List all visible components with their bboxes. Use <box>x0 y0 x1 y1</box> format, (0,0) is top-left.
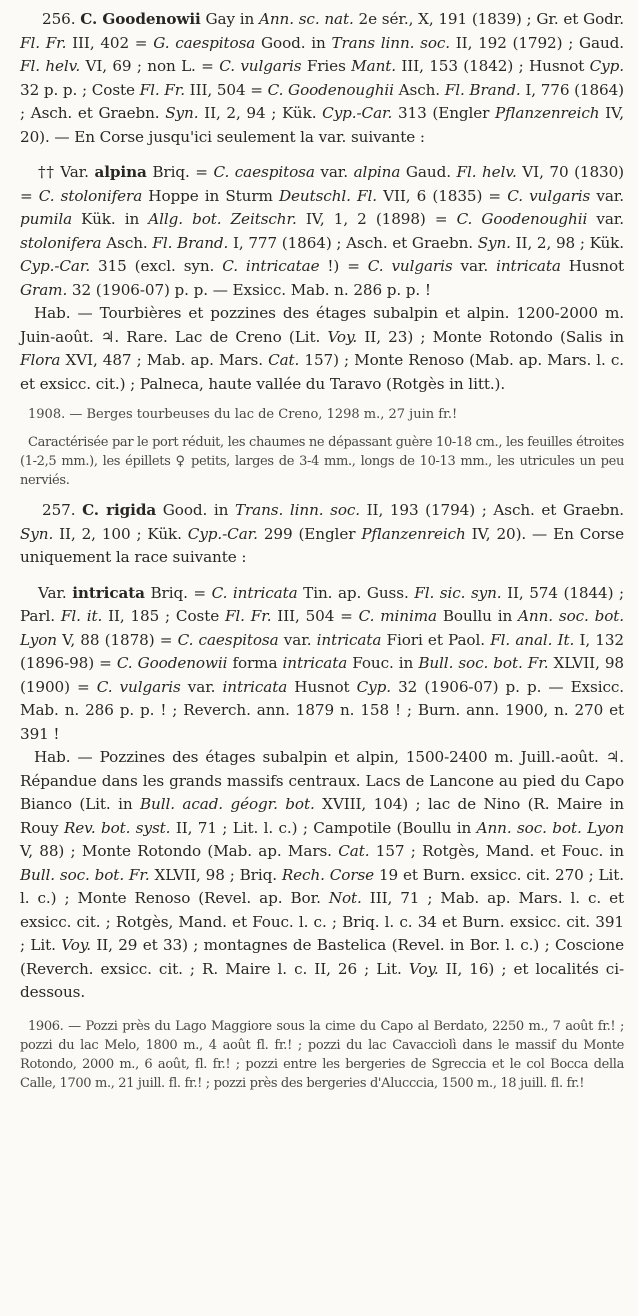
citation: intricata <box>222 677 288 696</box>
text: Good. in <box>156 501 235 519</box>
citation: Fl. helv. <box>20 57 81 75</box>
text: VI, 69 ; non L. = <box>80 57 220 75</box>
text: var. <box>314 163 354 181</box>
citation: intricata <box>496 257 561 275</box>
text: 157) ; Monte Renoso (Mab. ap. Mars. l. c. et exsicc. cit.) ; Palneca, haute vallée du Taravo (Rotgès in litt.). <box>20 351 624 393</box>
variety-name: alpina <box>94 163 147 181</box>
text: 299 (Engler <box>257 524 362 543</box>
text: Briq. = <box>146 163 214 181</box>
text: var. <box>452 257 497 275</box>
text: V, 88 (1878) = <box>56 630 178 649</box>
text: 315 (excl. syn. <box>90 257 223 275</box>
text: VI, 70 (1830) = <box>20 163 624 205</box>
citation: Ann. soc. bot. Lyon <box>20 607 625 649</box>
species-name: C. rigida <box>82 501 157 519</box>
text: var. <box>180 677 223 696</box>
citation: Bull. acad. géogr. bot. <box>139 795 315 813</box>
citation: Trans linn. soc. <box>331 33 450 52</box>
rarity-symbol: †† Var. <box>38 163 89 181</box>
text: Briq. = <box>144 583 212 602</box>
citation: Fl. Fr. <box>20 33 67 52</box>
citation: C. vulgaris <box>96 677 181 696</box>
citation: C. Goodenowii <box>116 654 228 672</box>
text: XLVII, 98 (1900) = <box>20 654 624 696</box>
citation: Cyp.-Car. <box>187 524 258 543</box>
variety-name: intricata <box>72 583 145 602</box>
citation: Gram. <box>20 280 68 299</box>
citation: Flora <box>20 351 61 369</box>
citation: Cyp. <box>589 57 625 75</box>
habitat-intricata <box>20 746 624 1005</box>
citation: Rech. Corse <box>281 865 375 884</box>
citation: Syn. <box>165 104 199 122</box>
citation: Deutschl. Fl. <box>278 186 377 205</box>
citation: Allg. bot. Zeitschr. <box>148 210 297 228</box>
text: IV, 20). — En Corse jusqu'ici seulement la var. suivante : <box>20 104 624 146</box>
text: Boullu in <box>437 607 519 625</box>
citation: Cyp.-Car. <box>20 257 91 275</box>
text: 19 et Burn. exsicc. cit. 270 ; Lit. l. c.) ; Monte Renoso (Revel. ap. Bor. <box>20 865 624 907</box>
observation-1908: 1908. — Berges tourbeuses du lac de Creno, 1298 m., 27 juin fr.! <box>28 407 458 422</box>
citation: C. Goodenoughii <box>267 80 394 99</box>
citation: Rev. bot. syst. <box>63 818 171 837</box>
citation: C. Goodenoughii <box>456 210 588 228</box>
citation: Bull. soc. bot. Fr. <box>20 865 150 884</box>
citation: Fl. Brand. <box>444 80 521 99</box>
variety-prefix: Var. <box>38 583 67 602</box>
text: Husnot <box>287 677 357 696</box>
text: I, 777 (1864) ; Asch. et Graebn. <box>228 233 478 252</box>
text: II, 71 ; Lit. l. c.) ; Campotile (Boullu in <box>170 818 477 837</box>
text: I, 776 (1864) ; Asch. et Graebn. <box>20 80 625 122</box>
entry-number: 257. <box>42 501 76 519</box>
citation: Bull. soc. bot. Fr. <box>418 654 549 672</box>
citation: Pflanzenreich <box>361 524 466 543</box>
entry-257 <box>20 499 624 570</box>
citation: Syn. <box>20 524 54 543</box>
text: Gay in <box>200 10 259 28</box>
citation: Fl. Brand. <box>152 233 229 252</box>
citation: G. caespitosa <box>153 33 256 52</box>
text: III, 71 ; Mab. ap. Mars. l. c. et exsicc. cit. ; Rotgès, Mand. et Fouc. l. c. ; Briq. l. c. 34 et Burn. exsicc. cit. 391 ; Lit. <box>20 889 624 954</box>
description-alpina: Caractérisée par le port réduit, les chaumes ne dépassant guère 10-18 cm., les feuilles étroites (1-2,5 mm.), les épillets ♀ petits, larges de 3-4 mm., longs de 10-13 mm., les utricules un peu nerviés. <box>20 435 624 488</box>
text: II, 185 ; Coste <box>102 607 225 625</box>
citation: C. caespitosa <box>213 163 315 181</box>
citation: pumila <box>20 210 73 228</box>
text: Kük. in <box>72 210 149 228</box>
species-name: C. Goodenowii <box>80 10 201 28</box>
text: Asch. <box>101 233 153 252</box>
citation: Fl. sic. syn. <box>414 583 502 602</box>
text: VII, 6 (1835) = <box>376 186 508 205</box>
citation: Voy. <box>61 936 91 954</box>
text: XLVII, 98 ; Briq. <box>149 865 282 884</box>
citation: Fl. anal. It. <box>490 630 575 649</box>
citation: stolonifera <box>20 233 102 252</box>
variety-intricata <box>20 582 624 747</box>
text: III, 504 = <box>271 607 359 625</box>
text: V, 88) ; Monte Rotondo (Mab. ap. Mars. <box>20 842 339 860</box>
text: III, 153 (1842) ; Husnot <box>396 57 590 75</box>
citation: Cyp. <box>356 677 392 696</box>
text: Asch. <box>393 80 445 99</box>
text: Fouc. in <box>347 654 419 672</box>
text: var. <box>587 210 625 228</box>
text: 313 (Engler <box>392 104 496 122</box>
text: Hab. — Tourbières et pozzines des étages subalpin et alpin. 1200-2000 m. Juin-août. ♃. Rare. Lac de Creno (Lit. <box>20 304 624 346</box>
text: II, 574 (1844) ; Parl. <box>20 583 625 625</box>
text: II, 2, 100 ; Kük. <box>53 524 188 543</box>
text: II, 2, 98 ; Kük. <box>510 233 624 252</box>
citation: Cat. <box>268 351 300 369</box>
text: Fiori et Paol. <box>381 630 491 649</box>
citation: Cat. <box>338 842 370 860</box>
entry-number: 256. <box>42 10 76 28</box>
text: II, 29 et 33) ; montagnes de Bastelica (Revel. in Bor. l. c.) ; Coscione (Reverch. exsicc. cit. ; R. Maire l. c. II, 26 ; Lit. <box>20 936 624 978</box>
citation: alpina <box>353 163 401 181</box>
text: 2e sér., X, 191 (1839) ; Gr. et Godr. <box>353 10 624 28</box>
habitat-alpina <box>20 302 624 396</box>
citation: Not. <box>328 889 362 907</box>
text: Fries <box>301 57 352 75</box>
citation: Mant. <box>351 57 396 75</box>
text: IV, 1, 2 (1898) = <box>296 210 457 228</box>
text: II, 192 (1792) ; Gaud. <box>450 33 625 52</box>
citation: Syn. <box>477 233 511 252</box>
observation-1906: 1906. — Pozzi près du Lago Maggiore sous la cime du Capo al Berdato, 2250 m., 7 août fr.! ; pozzi du lac Melo, 1800 m., 4 août fl. fr.! ; pozzi du lac Cavacciolì dans le massif du Monte Rotondo, 2000 m., 6 août, fl. fr.! ; pozzi entre les bergeries de Sgreccia et le col Bocca della Calle, 1700 m., 21 juill. fl. fr.! ; pozzi près des bergeries d'Alucccia, 1500 m., 18 juill. fl. fr.! <box>20 1018 624 1091</box>
text: forma <box>227 654 283 672</box>
citation: intricata <box>282 654 348 672</box>
text: II, 2, 94 ; Kük. <box>198 104 323 122</box>
text: !) = <box>319 257 368 275</box>
citation: C. caespitosa <box>177 630 279 649</box>
citation: C. vulgaris <box>507 186 591 205</box>
citation: Fl. it. <box>60 607 103 625</box>
citation: C. intricatae <box>222 257 320 275</box>
text: II, 23) ; Monte Rotondo (Salis in <box>357 327 624 346</box>
citation: C. minima <box>358 607 437 625</box>
text: IV, 20). — En Corse uniquement la race suivante : <box>20 524 625 566</box>
text: Husnot <box>560 257 624 275</box>
text: Good. in <box>255 33 332 52</box>
citation: Voy. <box>408 959 439 978</box>
citation: Voy. <box>327 327 358 346</box>
text: III, 402 = <box>66 33 154 52</box>
variety-alpina <box>20 161 624 302</box>
citation: Ann. sc. nat. <box>258 10 354 28</box>
citation: C. vulgaris <box>219 57 302 75</box>
citation: Cyp.-Car. <box>322 104 393 122</box>
text: Tin. ap. Guss. <box>297 583 415 602</box>
text: 157 ; Rotgès, Mand. et Fouc. in <box>369 842 624 860</box>
citation: C. stolonifera <box>38 186 143 205</box>
text: II, 193 (1794) ; Asch. et Graebn. <box>360 501 625 519</box>
text: Gaud. <box>400 163 457 181</box>
text: var. <box>590 186 624 205</box>
text: XVIII, 104) ; lac de Nino (R. Maire in Rouy <box>20 795 624 837</box>
text: I, 132 (1896-98) = <box>20 630 624 672</box>
citation: Fl. helv. <box>456 163 517 181</box>
text: var. <box>278 630 317 649</box>
citation: Pflanzenreich <box>495 104 600 122</box>
text: 32 (1906-07) p. p. — Exsicc. Mab. n. 286 p. p. ! ; Reverch. ann. 1879 n. 158 ! ; Burn. ann. 1900, n. 270 et 391 ! <box>20 677 625 743</box>
text: 32 (1906-07) p. p. — Exsicc. Mab. n. 286 p. p. ! <box>67 280 431 299</box>
entry-256 <box>20 8 624 149</box>
text: Hoppe in Sturm <box>142 186 279 205</box>
text: 32 p. p. ; Coste <box>20 80 140 99</box>
text: Hab. — Pozzines des étages subalpin et alpin, 1500-2400 m. Juill.-août. ♃. Répandue dans les grands massifs centraux. Lacs de Lancone au pied du Capo Bianco (Lit. in <box>20 748 624 813</box>
citation: C. intricata <box>211 583 298 602</box>
text: III, 504 = <box>184 80 268 99</box>
citation: intricata <box>316 630 382 649</box>
text: II, 16) ; et localités ci-dessous. <box>20 959 624 1001</box>
citation: Fl. Fr. <box>224 607 272 625</box>
citation: C. vulgaris <box>367 257 453 275</box>
citation: Fl. Fr. <box>139 80 185 99</box>
citation: Trans. linn. soc. <box>234 501 361 519</box>
citation: Ann. soc. bot. Lyon <box>476 818 625 837</box>
text: XVI, 487 ; Mab. ap. Mars. <box>60 351 269 369</box>
